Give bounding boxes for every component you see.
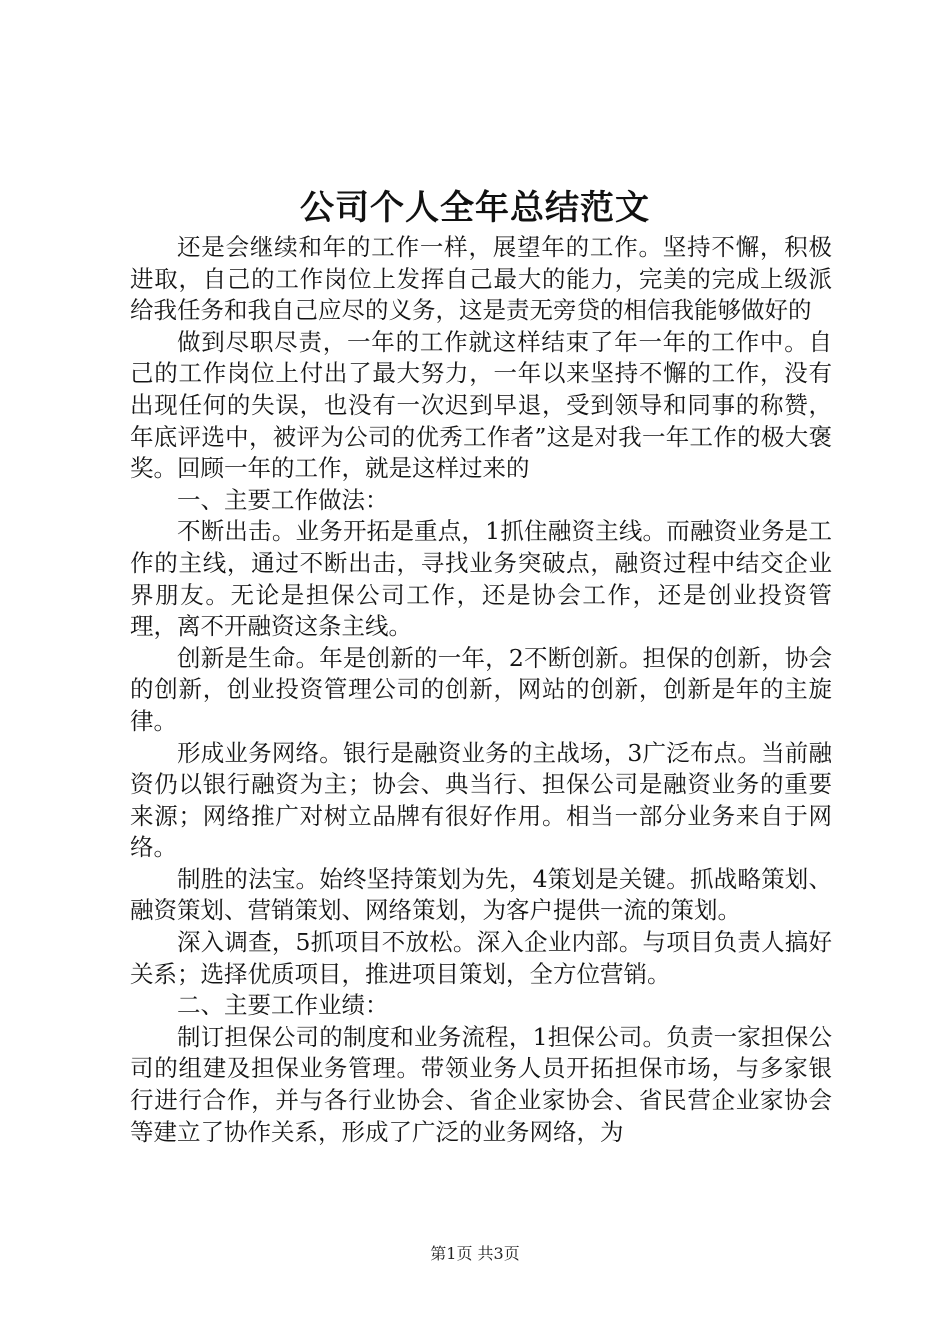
- section-heading: 一、主要工作做法：: [177, 485, 389, 514]
- paragraph: 深入调查，5抓项目不放松。深入企业内部。与项目负责人搞好关系；选择优质项目，推进项目策划，全方位营销。: [130, 928, 832, 988]
- paragraph: 还是会继续和年的工作一样，展望年的工作。坚持不懈，积极进取，自己的工作岗位上发挥自己最大的能力，完美的完成上级派给我任务和我自己应尽的义务，这是责无旁贷的相信我能够做好的: [130, 233, 832, 325]
- paragraph: 制胜的法宝。始终坚持策划为先，4策划是关键。抓战略策划、融资策划、营销策划、网络策划，为客户提供一流的策划。: [130, 864, 832, 925]
- paragraph: 制订担保公司的制度和业务流程，1担保公司。负责一家担保公司的组建及担保业务管理。带领业务人员开拓担保市场，与多家银行进行合作，并与各行业协会、省企业家协会、省民营企业家协会等建立了协作关系，形成了广泛的业务网络，为: [130, 1022, 832, 1146]
- document-body: [130, 232, 832, 1148]
- paragraph: 形成业务网络。银行是融资业务的主战场，3广泛布点。当前融资仍以银行融资为主；协会、典当行、担保公司是融资业务的重要来源；网络推广对树立品牌有很好作用。相当一部分业务来自于网络。: [130, 738, 832, 862]
- section-heading: 二、主要工作业绩：: [177, 991, 389, 1020]
- paragraph: 不断出击。业务开拓是重点，1抓住融资主线。而融资业务是工作的主线，通过不断出击，寻找业务突破点，融资过程中结交企业界朋友。无论是担保公司工作，还是协会工作，还是创业投资管理，离不开融资这条主线。: [130, 517, 832, 641]
- page-footer: 第1页 共3页: [430, 1244, 520, 1263]
- paragraph: 做到尽职尽责，一年的工作就这样结束了年一年的工作中。自己的工作岗位上付出了最大努力，一年以来坚持不懈的工作，没有出现任何的失误，也没有一次迟到早退，受到领导和同事的称赞，年底评选中，被评为公司的优秀工作者”这是对我一年工作的极大褒奖。回顾一年的工作，就是这样过来的: [130, 327, 832, 483]
- paragraph: 创新是生命。年是创新的一年，2不断创新。担保的创新，协会的创新，创业投资管理公司的创新，网站的创新，创新是年的主旋律。: [130, 643, 832, 735]
- document-title: 公司个人全年总结范文: [300, 188, 650, 228]
